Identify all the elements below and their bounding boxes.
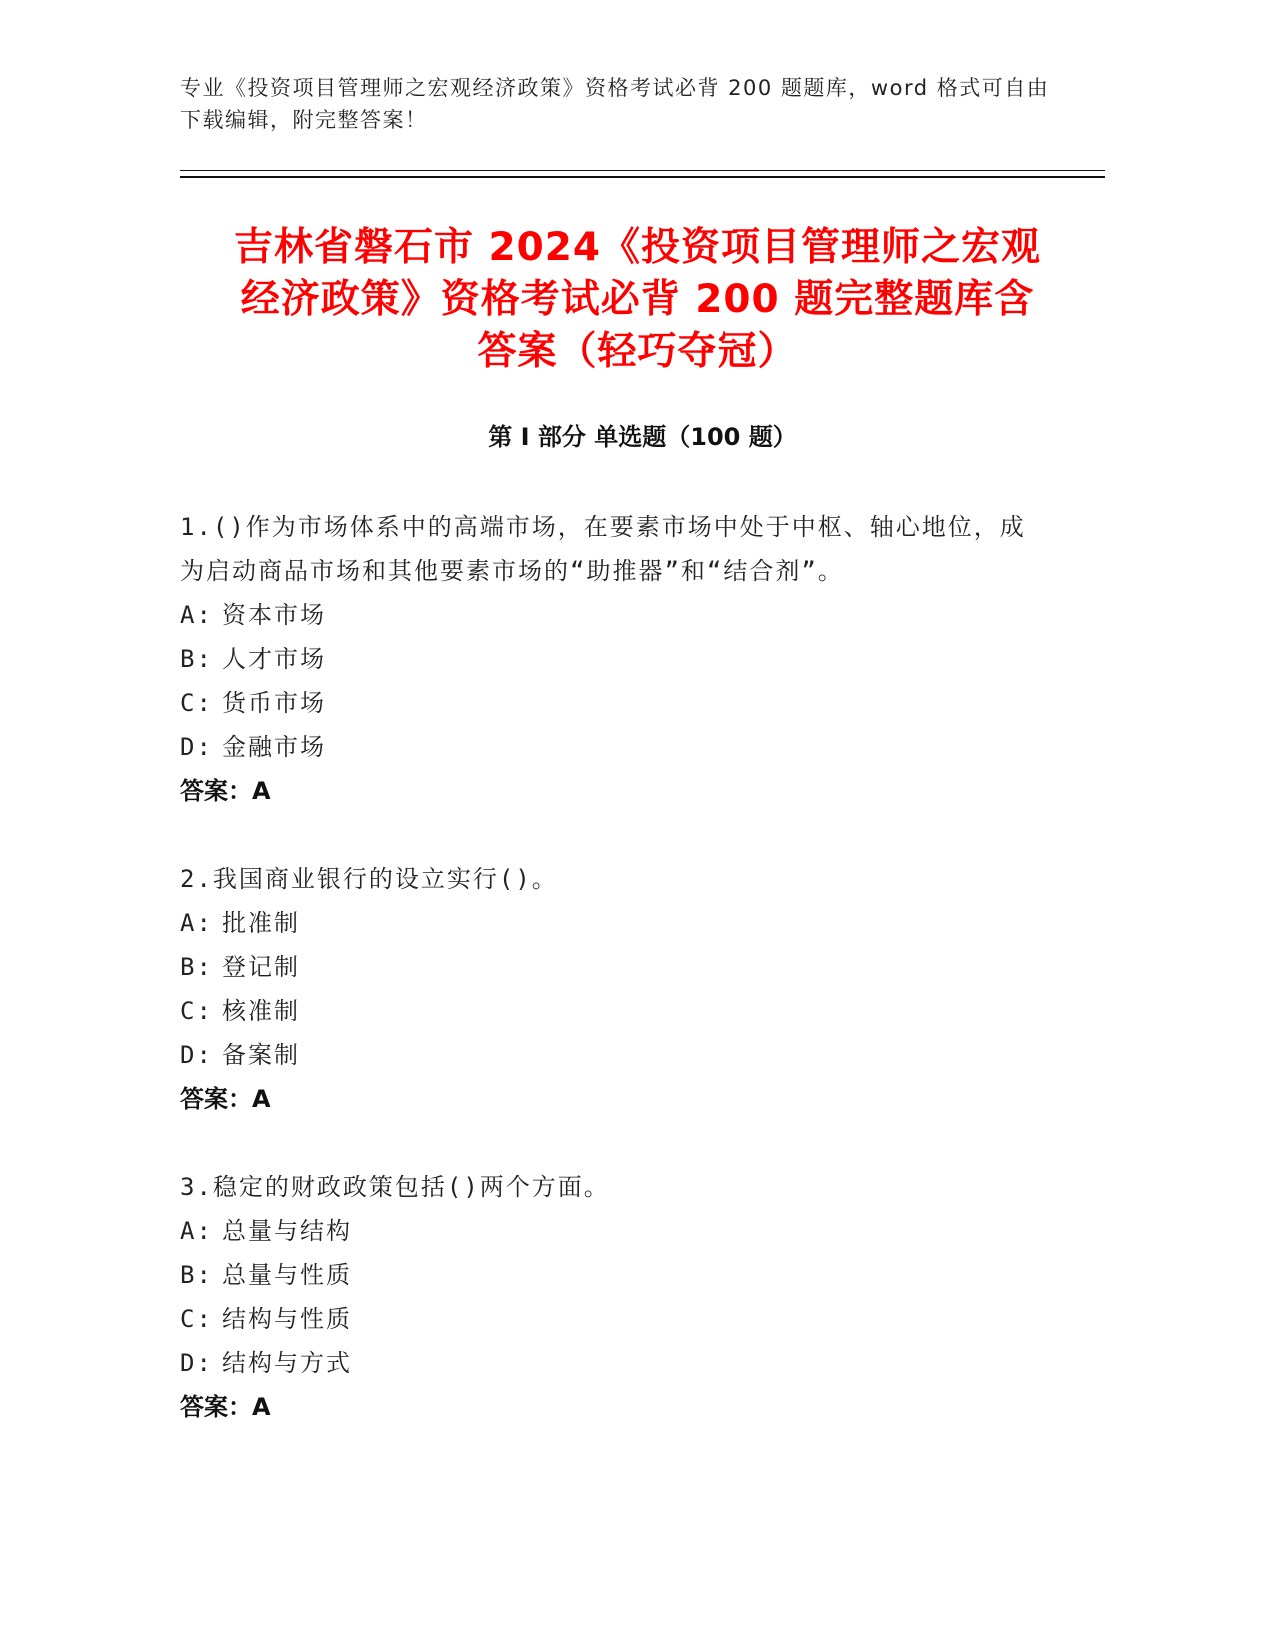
option-label: D:: [180, 1349, 213, 1377]
option-text: 登记制: [222, 953, 300, 981]
option-label: C:: [180, 997, 213, 1025]
option-b: [180, 637, 1040, 681]
option-text: 货币市场: [222, 689, 326, 717]
section-heading: 第 I 部分 单选题（100 题）: [488, 423, 797, 451]
document-title: [170, 222, 1105, 378]
option-text: 金融市场: [222, 733, 326, 761]
document-header-note: 专业《投资项目管理师之宏观经济政策》资格考试必背 200 题题库，word 格式可自由下载编辑，附完整答案！: [180, 76, 1050, 132]
title-line-2: 经济政策》资格考试必背 200 题完整题库含: [240, 277, 1035, 322]
option-label: C:: [180, 689, 213, 717]
question-stem: 2.我国商业银行的设立实行()。: [180, 865, 558, 893]
option-text: 备案制: [222, 1041, 300, 1069]
option-label: A:: [180, 601, 213, 629]
question-1: [180, 505, 1040, 813]
option-text: 结构与性质: [222, 1305, 352, 1333]
option-label: D:: [180, 1041, 213, 1069]
option-a: [180, 1209, 1040, 1253]
option-text: 批准制: [222, 909, 300, 937]
answer-line: 答案：A: [180, 1085, 271, 1113]
option-label: D:: [180, 733, 213, 761]
option-text: 核准制: [222, 997, 300, 1025]
option-c: [180, 1297, 1040, 1341]
option-a: [180, 901, 1040, 945]
question-2: [180, 857, 1040, 1121]
option-label: B:: [180, 953, 213, 981]
question-3: [180, 1165, 1040, 1429]
option-label: A:: [180, 1217, 213, 1245]
question-stem: 3.稳定的财政政策包括()两个方面。: [180, 1173, 610, 1201]
option-label: C:: [180, 1305, 213, 1333]
option-text: 总量与结构: [222, 1217, 352, 1245]
option-c: [180, 681, 1040, 725]
header-divider-thick: [180, 176, 1105, 178]
header-divider-thin: [180, 170, 1105, 171]
title-line-3: 答案（轻巧夺冠）: [477, 329, 798, 374]
option-label: A:: [180, 909, 213, 937]
option-b: [180, 945, 1040, 989]
answer-line: 答案：A: [180, 1393, 271, 1421]
option-label: B:: [180, 645, 213, 673]
option-text: 结构与方式: [222, 1349, 352, 1377]
option-d: [180, 1341, 1040, 1385]
option-d: [180, 1033, 1040, 1077]
option-c: [180, 989, 1040, 1033]
answer-line: 答案：A: [180, 777, 271, 805]
option-text: 人才市场: [222, 645, 326, 673]
option-text: 资本市场: [222, 601, 326, 629]
option-text: 总量与性质: [222, 1261, 352, 1289]
option-a: [180, 593, 1040, 637]
question-stem: 1.()作为市场体系中的高端市场，在要素市场中处于中枢、轴心地位，成为启动商品市场和其他要素市场的“助推器”和“结合剂”。: [180, 513, 1026, 585]
option-d: [180, 725, 1040, 769]
question-list: [180, 505, 1040, 1473]
option-b: [180, 1253, 1040, 1297]
option-label: B:: [180, 1261, 213, 1289]
title-line-1: 吉林省磐石市 2024《投资项目管理师之宏观: [233, 225, 1042, 270]
